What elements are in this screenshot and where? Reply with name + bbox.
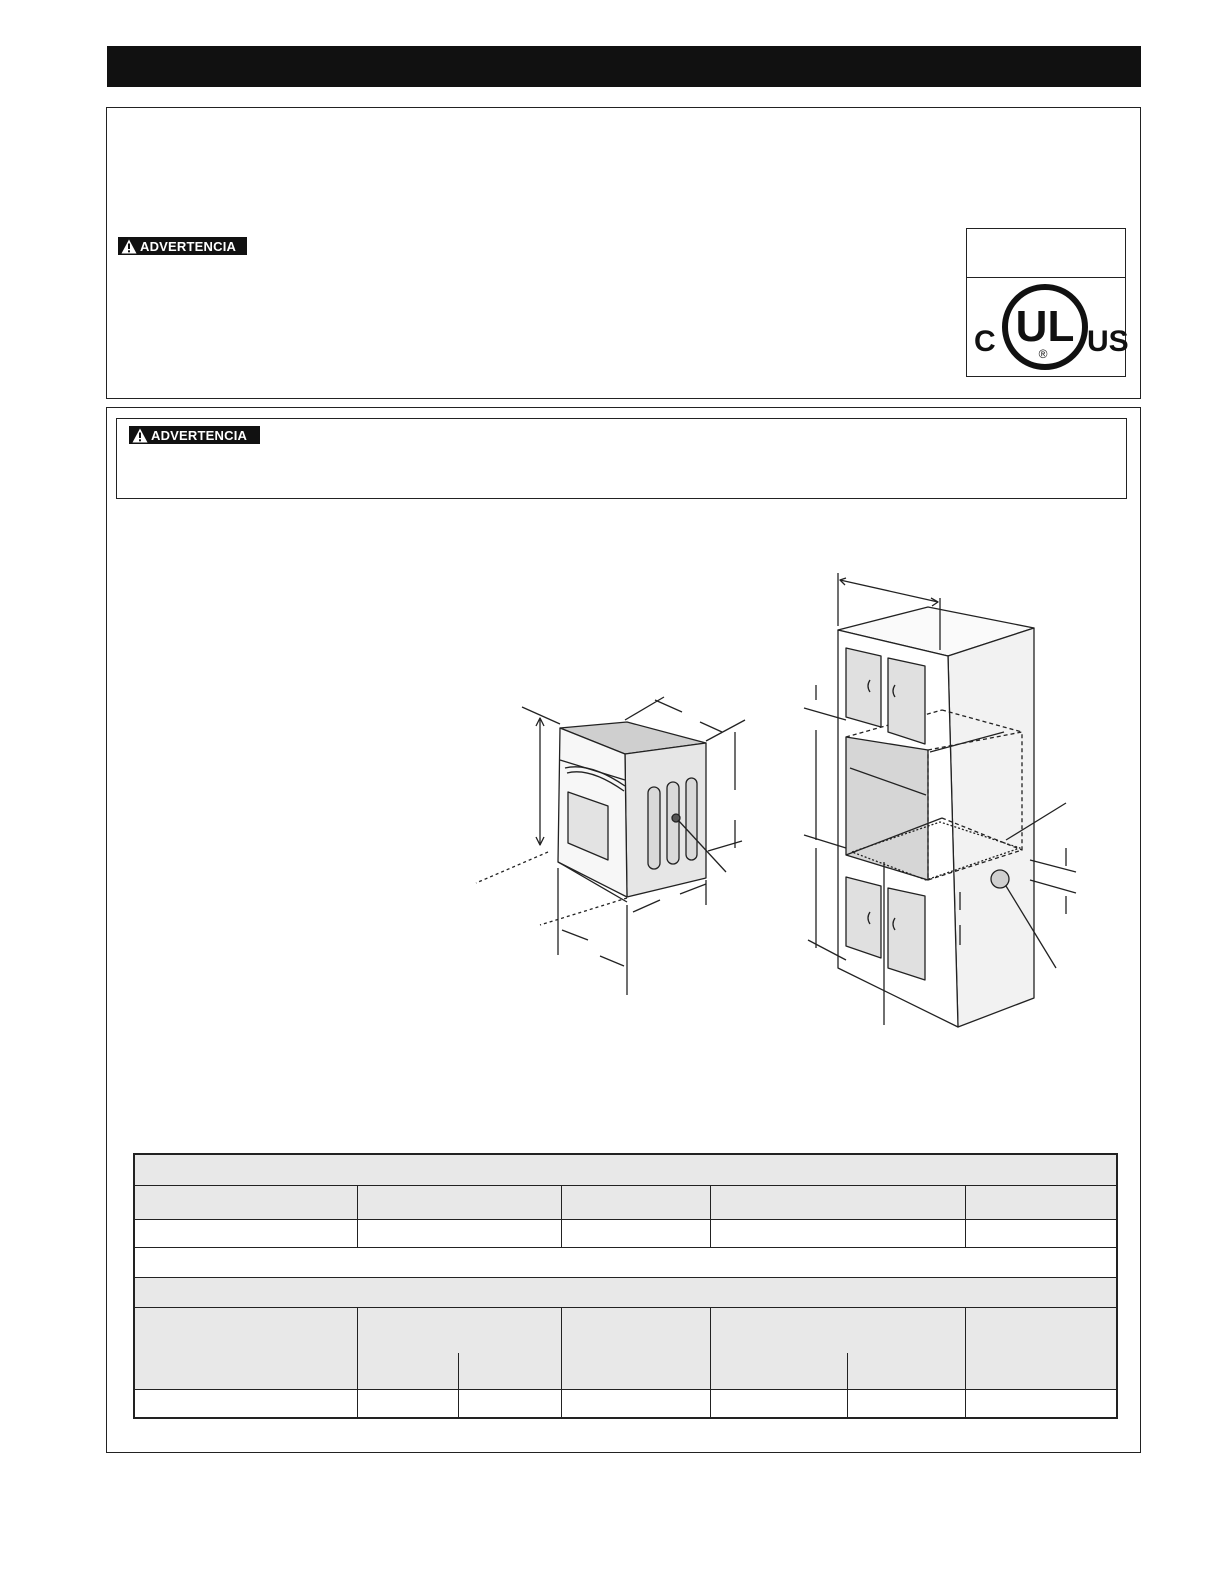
table-cell — [965, 1389, 1117, 1418]
certification-divider — [967, 277, 1125, 278]
table-header-cell — [357, 1307, 561, 1353]
warning-label: ADVERTENCIA — [151, 427, 248, 443]
table-cell — [710, 1219, 965, 1247]
warning-triangle-icon — [121, 239, 137, 254]
table-header-cell — [357, 1185, 561, 1219]
installation-diagram — [460, 560, 1090, 1035]
table-header-cell — [561, 1307, 710, 1389]
mark-us: US — [1087, 325, 1129, 358]
mark-registered: ® — [1038, 347, 1048, 361]
table-header-cell — [710, 1185, 965, 1219]
certification-box — [966, 228, 1129, 377]
table-cell — [134, 1389, 357, 1418]
mark-c: C — [974, 325, 996, 358]
table-cell — [357, 1219, 561, 1247]
specifications-table — [133, 1153, 1118, 1419]
warning-badge — [129, 426, 260, 444]
table-cell — [134, 1219, 357, 1247]
warning-badge — [118, 237, 247, 255]
table-cell — [561, 1219, 710, 1247]
table-subheader-cell — [357, 1353, 458, 1389]
table-cell — [458, 1389, 561, 1418]
warning-label: ADVERTENCIA — [140, 238, 237, 254]
ul-listing-mark — [971, 279, 1129, 373]
table-subheader-cell — [458, 1353, 561, 1389]
oven-illustration — [476, 697, 745, 995]
mark-ul: UL — [1015, 302, 1075, 351]
table-header-cell — [965, 1185, 1117, 1219]
table-header-cell — [134, 1185, 357, 1219]
table-header-cell — [710, 1307, 965, 1353]
table-cell — [710, 1389, 847, 1418]
header-bar — [107, 46, 1141, 87]
table-cell — [847, 1389, 965, 1418]
table-title-row — [134, 1277, 1117, 1307]
table-header-cell — [965, 1307, 1117, 1389]
warning-triangle-icon — [132, 428, 148, 443]
table-subheader-cell — [710, 1353, 847, 1389]
table-cell — [561, 1389, 710, 1418]
table-note-row — [134, 1247, 1117, 1277]
table-header-cell — [134, 1307, 357, 1389]
table-subheader-cell — [847, 1353, 965, 1389]
table-title-row — [134, 1154, 1117, 1185]
table-cell — [357, 1389, 458, 1418]
warning-box — [116, 418, 1127, 499]
cabinet-illustration — [804, 573, 1076, 1027]
table-cell — [965, 1219, 1117, 1247]
table-header-cell — [561, 1185, 710, 1219]
